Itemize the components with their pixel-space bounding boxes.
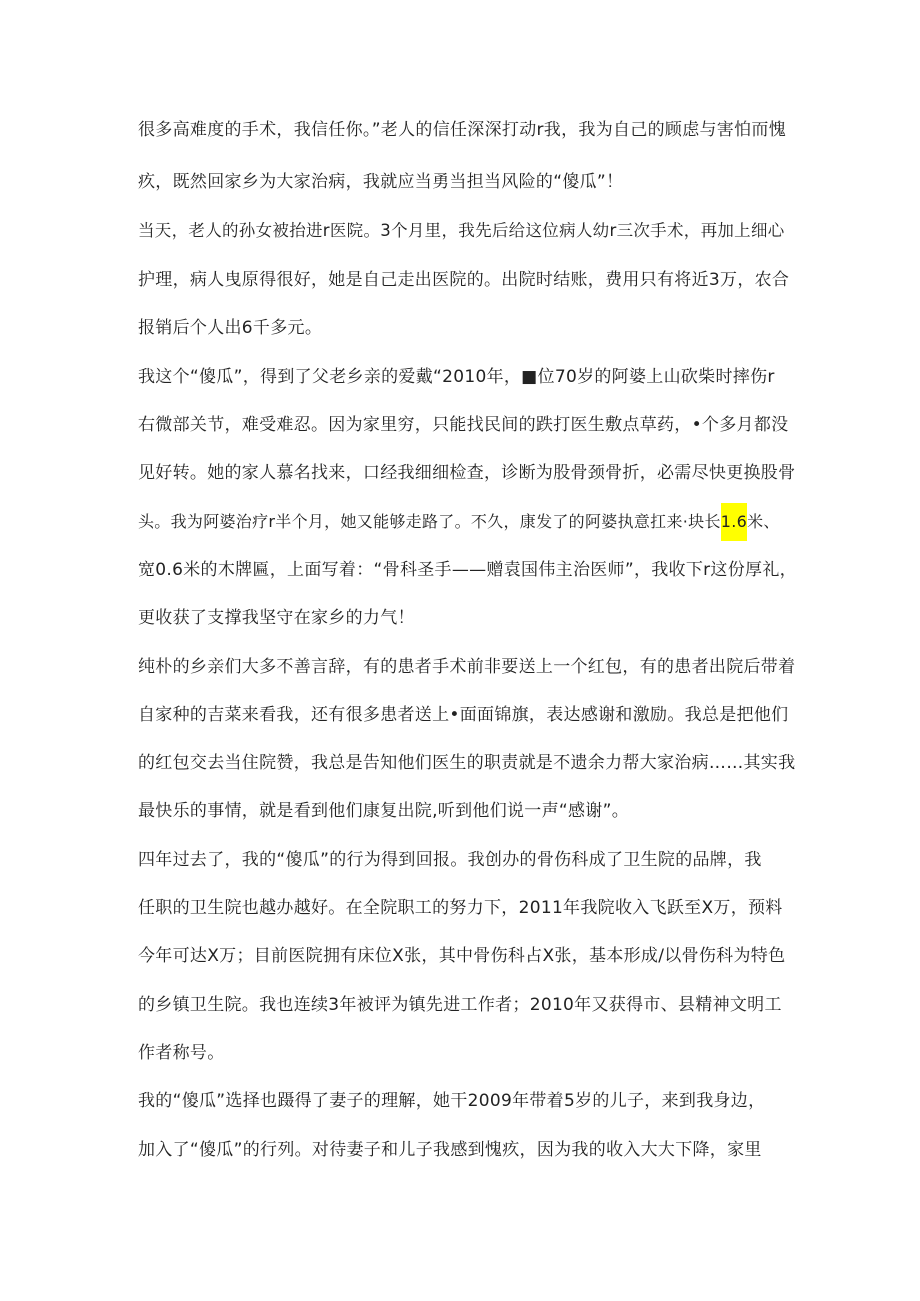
line-text: 的红包交去当住院赞，我总是告知他们医生的职责就是不遗余力帮大家治病……其实我	[138, 753, 796, 773]
text-line	[138, 944, 798, 968]
text-line	[138, 606, 798, 630]
line-text: 更收获了支撑我坚守在家乡的力气！	[138, 608, 415, 628]
highlighted-text: 1.6	[721, 503, 747, 541]
text-line	[138, 896, 798, 920]
line-text: 的乡镇卫生院。我也连续3年被评为镇先进工作者；2010年又获得市、县精神文明工	[138, 995, 782, 1015]
line-text: 当天，老人的孙女被抬进r医院。3个月里，我先后给这位病人幼r三次手术，再加上细心	[138, 221, 785, 240]
text-line	[138, 848, 798, 872]
text-line	[138, 219, 798, 243]
line-text: 护理，病人曳原得很好，她是自己走出医院的。出院时结账，费用只有将近3万，农合	[138, 270, 790, 290]
line-text: 加入了“傻瓜”的行列。对待妻子和儿子我感到愧疚，因为我的收入大大下降，家里	[138, 1140, 762, 1160]
line-text: 作者称号。	[138, 1043, 225, 1063]
text-line	[138, 1041, 798, 1065]
line-text: 疚，既然回家乡为大家治病，我就应当勇当担当风险的“傻瓜”！	[138, 172, 624, 192]
text-line	[138, 751, 798, 775]
text-line	[138, 799, 798, 823]
text-line	[138, 510, 798, 534]
line-text: 头。我为阿婆治疗r半个月，她又能够走路了。不久，康发了的阿婆执意扛来·块长	[138, 512, 721, 531]
text-line	[138, 170, 798, 194]
text-line	[138, 655, 798, 679]
text-line	[138, 1089, 798, 1113]
text-line	[138, 703, 798, 727]
line-text: 很多高难度的手术，我信任你。”老人的信任深深打动r我，我为自己的顾虑与害怕而愧	[138, 120, 786, 140]
line-text: 我的“傻瓜”选择也蹑得了妻子的理解，她干2009年带着5岁的儿子，来到我身边，	[138, 1091, 766, 1111]
text-line	[138, 316, 798, 340]
line-text: 今年可达X万；目前医院拥有床位X张，其中骨伤科占X张，基本形成/以骨伤科为特色	[138, 946, 786, 966]
line-text: 自家种的吉菜来看我，还有很多患者送上•面面锦旗，表达感谢和激励。我总是把他们	[138, 705, 789, 725]
line-text: 最快乐的事情，就是看到他们康复出院,听到他们说一声“感谢”。	[138, 801, 630, 821]
text-line	[138, 118, 798, 142]
line-text-after: 米、	[747, 512, 780, 531]
line-text: 报销后个人出6千多元。	[138, 318, 323, 338]
text-line	[138, 365, 798, 389]
line-text: 右微部关节，难受难忍。因为家里穷，只能找民间的跌打医生敷点草药，•个多月都没	[138, 415, 789, 435]
line-text: 我这个“傻瓜”，得到了父老乡亲的爱戴“2010年，■位70岁的阿婆上山砍柴时摔伤r	[138, 367, 775, 387]
text-line	[138, 558, 798, 582]
text-line	[138, 461, 798, 485]
line-text: 四年过去了，我的“傻瓜”的行为得到回报。我创办的骨伤科成了卫生院的品牌，我	[138, 850, 762, 870]
line-text: 见好转。她的家人慕名找来，口经我细细检查，诊断为股骨颈骨折，必需尽快更换股骨	[138, 463, 796, 483]
line-text: 任职的卫生院也越办越好。在全院职工的努力下，2011年我院收入飞跃至X万，预料	[138, 898, 783, 918]
text-line	[138, 268, 798, 292]
text-line	[138, 993, 798, 1017]
text-line	[138, 1138, 798, 1162]
line-text: 纯朴的乡亲们大多不善言辞，有的患者手术前非要送上一个红包，有的患者出院后带着	[138, 657, 796, 677]
text-line	[138, 413, 798, 437]
line-text: 宽0.6米的木牌匾，上面写着：“骨科圣手——赠袁国伟主治医师”，我收下r这份厚礼，	[138, 560, 797, 580]
